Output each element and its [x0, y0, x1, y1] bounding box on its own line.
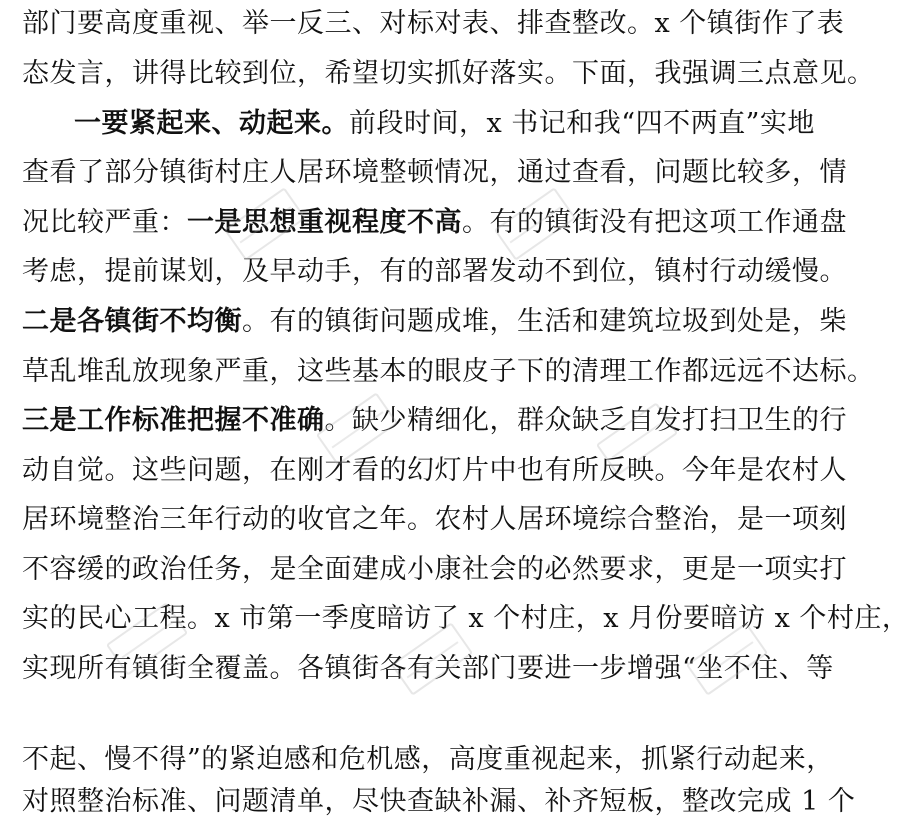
- bold-point-text: 二是各镇街不均衡: [22, 306, 242, 337]
- text-segment: 。有的镇街问题成堆，生活和建筑垃圾到处是，柴: [242, 306, 847, 337]
- bold-point-text: 三是工作标准把握不准确: [22, 405, 325, 436]
- text-segment: 对照整治标准、问题清单，尽快查缺补漏、补齐短板，整改完成 1 个: [22, 786, 856, 817]
- text-line: [22, 252, 847, 292]
- text-segment: 查看了部分镇街村庄人居环境整顿情况，通过查看，问题比较多，情: [22, 157, 847, 188]
- text-line: [22, 302, 847, 342]
- text-line: [22, 451, 847, 491]
- text-segment: 不起、慢不得”的紧迫感和危机感，高度重视起来，抓紧行动起来，: [22, 744, 834, 775]
- text-segment: 不容缓的政治任务，是全面建成小康社会的必然要求，更是一项实打: [22, 554, 847, 585]
- text-segment: 实现所有镇街全覆盖。各镇街各有关部门要进一步增强“坐不住、等: [22, 653, 834, 684]
- text-line: [22, 54, 875, 94]
- text-line: [22, 550, 847, 590]
- text-line: [22, 352, 875, 392]
- watermark-stamp-icon: [494, 187, 576, 261]
- text-line: [22, 4, 845, 44]
- paragraph-heading-line: [74, 104, 815, 144]
- text-line: [22, 153, 847, 193]
- text-line: [22, 740, 834, 780]
- text-segment: 态发言，讲得比较到位，希望切实抓好落实。下面，我强调三点意见。: [22, 58, 875, 89]
- text-segment: 草乱堆乱放现象严重，这些基本的眼皮子下的清理工作都远远不达标。: [22, 356, 875, 387]
- bold-point-text: 一是思想重视程度不高: [187, 207, 462, 238]
- text-segment: 况比较严重：: [22, 207, 187, 238]
- text-segment: 。有的镇街没有把这项工作通盘: [462, 207, 847, 238]
- text-segment: 居环境整治三年行动的收官之年。农村人居环境综合整治，是一项刻: [22, 504, 847, 535]
- text-line: [22, 500, 847, 540]
- watermark-stamp-icon: [224, 187, 306, 261]
- text-segment: 前段时间，x 书记和我“四不两直”实地: [349, 108, 815, 139]
- text-segment: 动自觉。这些问题，在刚才看的幻灯片中也有所反映。今年是农村人: [22, 455, 847, 486]
- text-segment: 。缺少精细化，群众缺乏自发打扫卫生的行: [324, 405, 847, 436]
- text-line: [22, 203, 847, 243]
- bold-heading-text: 一要紧起来、动起来。: [74, 108, 349, 139]
- text-line: [22, 782, 856, 822]
- text-segment: 部门要高度重视、举一反三、对标对表、排查整改。x 个镇街作了表: [22, 8, 845, 39]
- text-segment: 实的民心工程。x 市第一季度暗访了 x 个村庄，x 月份要暗访 x 个村庄，: [22, 603, 909, 634]
- text-segment: 考虑，提前谋划，及早动手，有的部署发动不到位，镇村行动缓慢。: [22, 256, 847, 287]
